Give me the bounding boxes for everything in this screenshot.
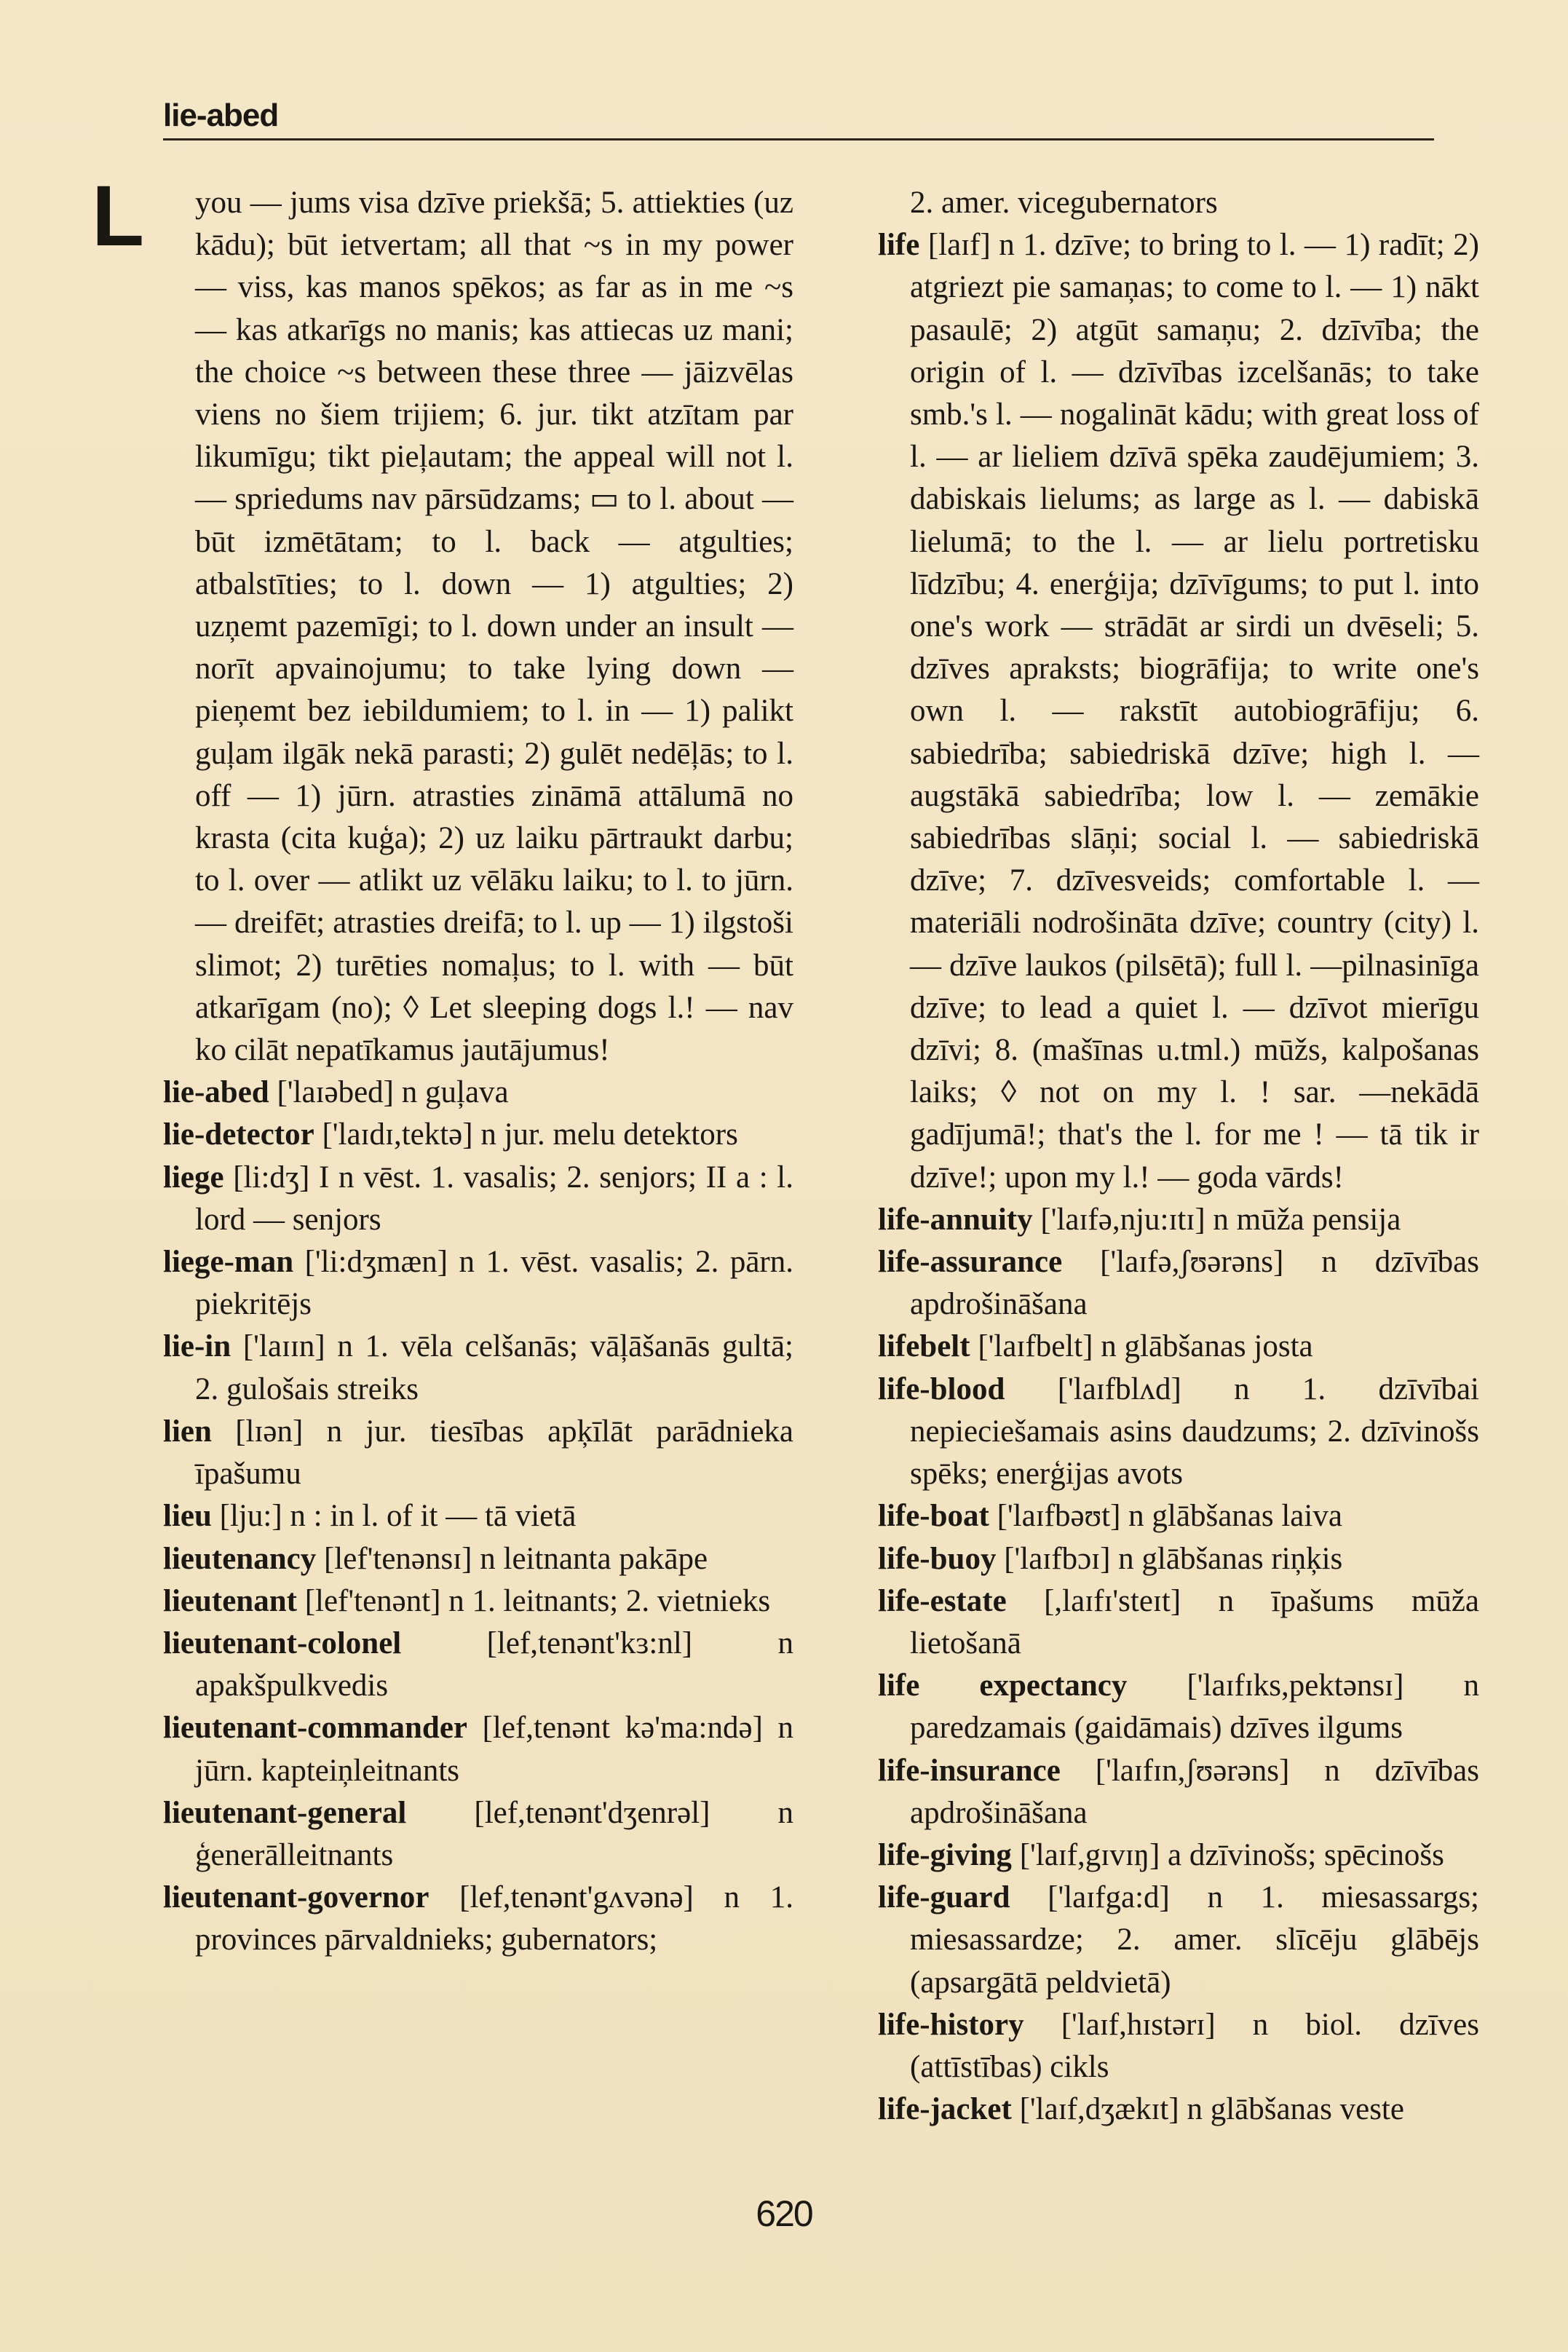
- dictionary-entry: [878, 2004, 1479, 2088]
- dictionary-entry: [878, 1877, 1479, 2004]
- entry-definition: ['laɪfə,nju:ɪtɪ] n mūža pensija: [1032, 1202, 1401, 1237]
- running-head-word: lie-abed: [163, 98, 279, 133]
- dictionary-entry: [163, 1157, 793, 1241]
- entry-definition: ['laɪf,dʒækɪt] n glābšanas veste: [1011, 2092, 1404, 2127]
- headword: life-history: [878, 2007, 1024, 2042]
- right-column: [878, 182, 1479, 2131]
- entry-definition: ['laɪfblʌd] n 1. dzīvībai nepieciešamais asins daudzums; 2. dzīvinošs spēks; enerģijas avots: [910, 1371, 1479, 1492]
- entry-definition: ['laɪɪn] n 1. vēla celšanās; vāļāšanās gultā; 2. gulošais streiks: [195, 1329, 793, 1406]
- headword: life: [878, 228, 920, 263]
- headword: life-insurance: [878, 1753, 1061, 1788]
- entry-definition: [lef,tenənt'gʌvənə] n 1. provinces pārvaldnieks; gubernators;: [195, 1880, 793, 1957]
- headword: lieutenant-colonel: [163, 1626, 402, 1660]
- headword: liege-man: [163, 1245, 294, 1280]
- dictionary-entry: [163, 1877, 793, 1961]
- dictionary-entry: [878, 1538, 1479, 1580]
- headword: liege: [163, 1160, 224, 1195]
- headword: life-buoy: [878, 1541, 997, 1576]
- entry-definition: [li:dʒ] I n vēst. 1. vasalis; 2. senjors; II a : l. lord — senjors: [195, 1160, 793, 1237]
- dictionary-entry: [163, 1495, 793, 1537]
- entry-definition: ['laɪfɪn,ʃʊərəns] n dzīvības apdrošināšana: [910, 1753, 1479, 1830]
- dictionary-entry: [878, 1326, 1479, 1368]
- headword: life-jacket: [878, 2092, 1012, 2127]
- running-header: [163, 93, 1434, 140]
- entry-definition: ['laɪf,gɪvɪŋ] a dzīvinošs; spēcinošs: [1011, 1837, 1444, 1872]
- thumb-index-letter: L: [92, 168, 145, 264]
- entry-definition: [,laɪfɪ'steɪt] n īpašums mūža lietošanā: [910, 1583, 1479, 1660]
- entry-definition: ['laɪf,hɪstərɪ] n biol. dzīves (attīstības) cikls: [910, 2007, 1479, 2084]
- entry-continuation: 2. amer. vicegubernators: [910, 186, 1218, 220]
- entry-definition: [lɪən] n jur. tiesības apķīlāt parādnieka īpašumu: [195, 1414, 793, 1492]
- headword: life-giving: [878, 1837, 1012, 1872]
- headword: lieutenant-general: [163, 1795, 407, 1830]
- entry-definition: ['laɪfə,ʃʊərəns] n dzīvības apdrošināšana: [910, 1245, 1479, 1322]
- dictionary-entry: [878, 224, 1479, 1199]
- entry-definition: ['laɪdɪ,tektə] n jur. melu detektors: [314, 1117, 738, 1152]
- headword: lieutenant: [163, 1583, 297, 1618]
- entry-definition: [lef,tenənt'dʒenrəl] n ģenerālleitnants: [195, 1795, 793, 1872]
- dictionary-entry: [878, 2088, 1479, 2131]
- dictionary-entry: [163, 1072, 793, 1114]
- headword: lie-in: [163, 1329, 231, 1364]
- entry-definition: [lef'tenənt] n 1. leitnants; 2. vietnieks: [296, 1583, 771, 1618]
- entry-definition: ['li:dʒmæn] n 1. vēst. vasalis; 2. pārn. piekritējs: [195, 1245, 793, 1322]
- entry-definition: [lef'tenənsɪ] n leitnanta pakāpe: [316, 1541, 708, 1576]
- dictionary-entry: [163, 1538, 793, 1580]
- headword: lie-abed: [163, 1075, 269, 1110]
- entry-definition: ['laɪəbed] n guļava: [269, 1075, 509, 1110]
- entry-definition: [lju:] n : in l. of it — tā vietā: [211, 1499, 577, 1534]
- dictionary-entry: [878, 1199, 1479, 1241]
- headword: lieu: [163, 1499, 212, 1534]
- headword: life-guard: [878, 1880, 1010, 1915]
- entry-definition: [lef,tenənt'kɜ:nl] n apakšpulkvedis: [195, 1626, 793, 1703]
- dictionary-entry: [163, 1326, 793, 1410]
- page-number: 620: [756, 2193, 812, 2234]
- dictionary-entry: [163, 1707, 793, 1791]
- entry-definition: ['laɪfbɔɪ] n glābšanas riņķis: [996, 1541, 1343, 1576]
- headword: life expectancy: [878, 1668, 1128, 1703]
- dictionary-entry: [163, 1114, 793, 1156]
- headword: life-assurance: [878, 1245, 1063, 1280]
- dictionary-entry: [878, 1834, 1479, 1877]
- entry-definition: [laɪf] n 1. dzīve; to bring to l. — 1) radīt; 2) atgriezt pie samaņas; to come to l. — 1) nākt pasaulē; 2) atgūt samaņu; 2. dzīvība; the origin of l. — dzīvības izcelšanās; to take smb.'s l. — nogalināt kādu; with great loss of l. — ar lieliem dzīvā spēka zaudējumiem; 3. dabiskais lielums; as large as l. — dabiskā lielumā; to the l. — ar lielu portretisku līdzību; 4. enerģija; dzīvīgums; to put l. into one's work — strādāt ar sirdi un dvēseli; 5. dzīves apraksts; biogrāfija; to write one's own l. — rakstīt autobiogrāfiju; 6. sabiedrība; sabiedriskā dzīve; high l. —augstākā sabiedrība; low l. — zemākie sabiedrības slāņi; social l. — sabiedriskā dzīve; 7. dzīvesveids; comfortable l. —materiāli nodrošināta dzīve; country (city) l. — dzīve laukos (pilsētā); full l. —pilnasinīga dzīve; to lead a quiet l. — dzīvot mierīgu dzīvi; 8. (mašīnas u.tml.) mūžs, kalpošanas laiks; ◊ not on my l. ! sar. —nekādā gadījumā!; that's the l. for me ! — tā tik ir dzīve!; upon my l.! — goda vārds!: [910, 228, 1479, 1195]
- headword: life-blood: [878, 1371, 1005, 1406]
- headword: life-boat: [878, 1499, 989, 1534]
- headword: life-estate: [878, 1583, 1007, 1618]
- entry-definition: ['laɪfɪks,pektənsɪ] n paredzamais (gaidāmais) dzīves ilgums: [910, 1668, 1479, 1746]
- headword: life-annuity: [878, 1202, 1033, 1237]
- dictionary-entry: [163, 1623, 793, 1707]
- entry-definition: ['laɪfbelt] n glābšanas josta: [970, 1329, 1313, 1364]
- headword: lieutenant-commander: [163, 1711, 467, 1746]
- headword: lieutenancy: [163, 1541, 317, 1576]
- dictionary-entry: [163, 1580, 793, 1623]
- dictionary-entry: [878, 1665, 1479, 1749]
- dictionary-entry: [163, 1241, 793, 1326]
- dictionary-entry: [878, 1580, 1479, 1665]
- dictionary-entry: [163, 1792, 793, 1877]
- entry-definition: [lef,tenənt kə'ma:ndə] n jūrn. kapteiņleitnants: [195, 1711, 793, 1788]
- headword: lie-detector: [163, 1117, 314, 1152]
- entry-continuation: you — jums visa dzīve priekšā; 5. attiekties (uz kādu); būt ietvertam; all that ~s in my power — viss, kas manos spēkos; as far as in me ~s — kas atkarīgs no manis; kas attiecas uz mani; the choice ~s between these three — jāizvēlas viens no šiem trijiem; 6. jur. tikt atzītam par likumīgu; tikt pieļautam; the appeal will not l. — spriedums nav pārsūdzams; ▭ to l. about — būt izmētātam; to l. back — atgulties; atbalstīties; to l. down — 1) atgulties; 2) uzņemt pazemīgi; to l. down under an insult — norīt apvainojumu; to take lying down — pieņemt bez iebildumiem; to l. in — 1) palikt guļam ilgāk nekā parasti; 2) gulēt nedēļās; to l. off — 1) jūrn. atrasties zināmā attālumā no krasta (cita kuģa); 2) uz laiku pārtraukt darbu; to l. over — atlikt uz vēlāku laiku; to l. to jūrn. — dreifēt; atrasties dreifā; to l. up — 1) ilgstoši slimot; 2) turēties nomaļus; to l. with — būt atkarīgam (no); ◊ Let sleeping dogs l.! — nav ko cilāt nepatīkamus jautājumus!: [195, 186, 793, 1068]
- dictionary-entry: [878, 1369, 1479, 1496]
- headword: lifebelt: [878, 1329, 970, 1364]
- left-column: [163, 182, 793, 1962]
- dictionary-entry: [878, 1750, 1479, 1834]
- entry-definition: ['laɪfbəʊt] n glābšanas laiva: [989, 1499, 1342, 1534]
- headword: lieutenant-governor: [163, 1880, 429, 1915]
- dictionary-entry: [878, 1241, 1479, 1326]
- dictionary-entry: [878, 1495, 1479, 1537]
- headword: lien: [163, 1414, 212, 1449]
- dictionary-entry: [163, 1411, 793, 1495]
- entry-definition: ['laɪfga:d] n 1. miesassargs; miesassardze; 2. amer. slīcēju glābējs (apsargātā peldvietā): [910, 1880, 1479, 2000]
